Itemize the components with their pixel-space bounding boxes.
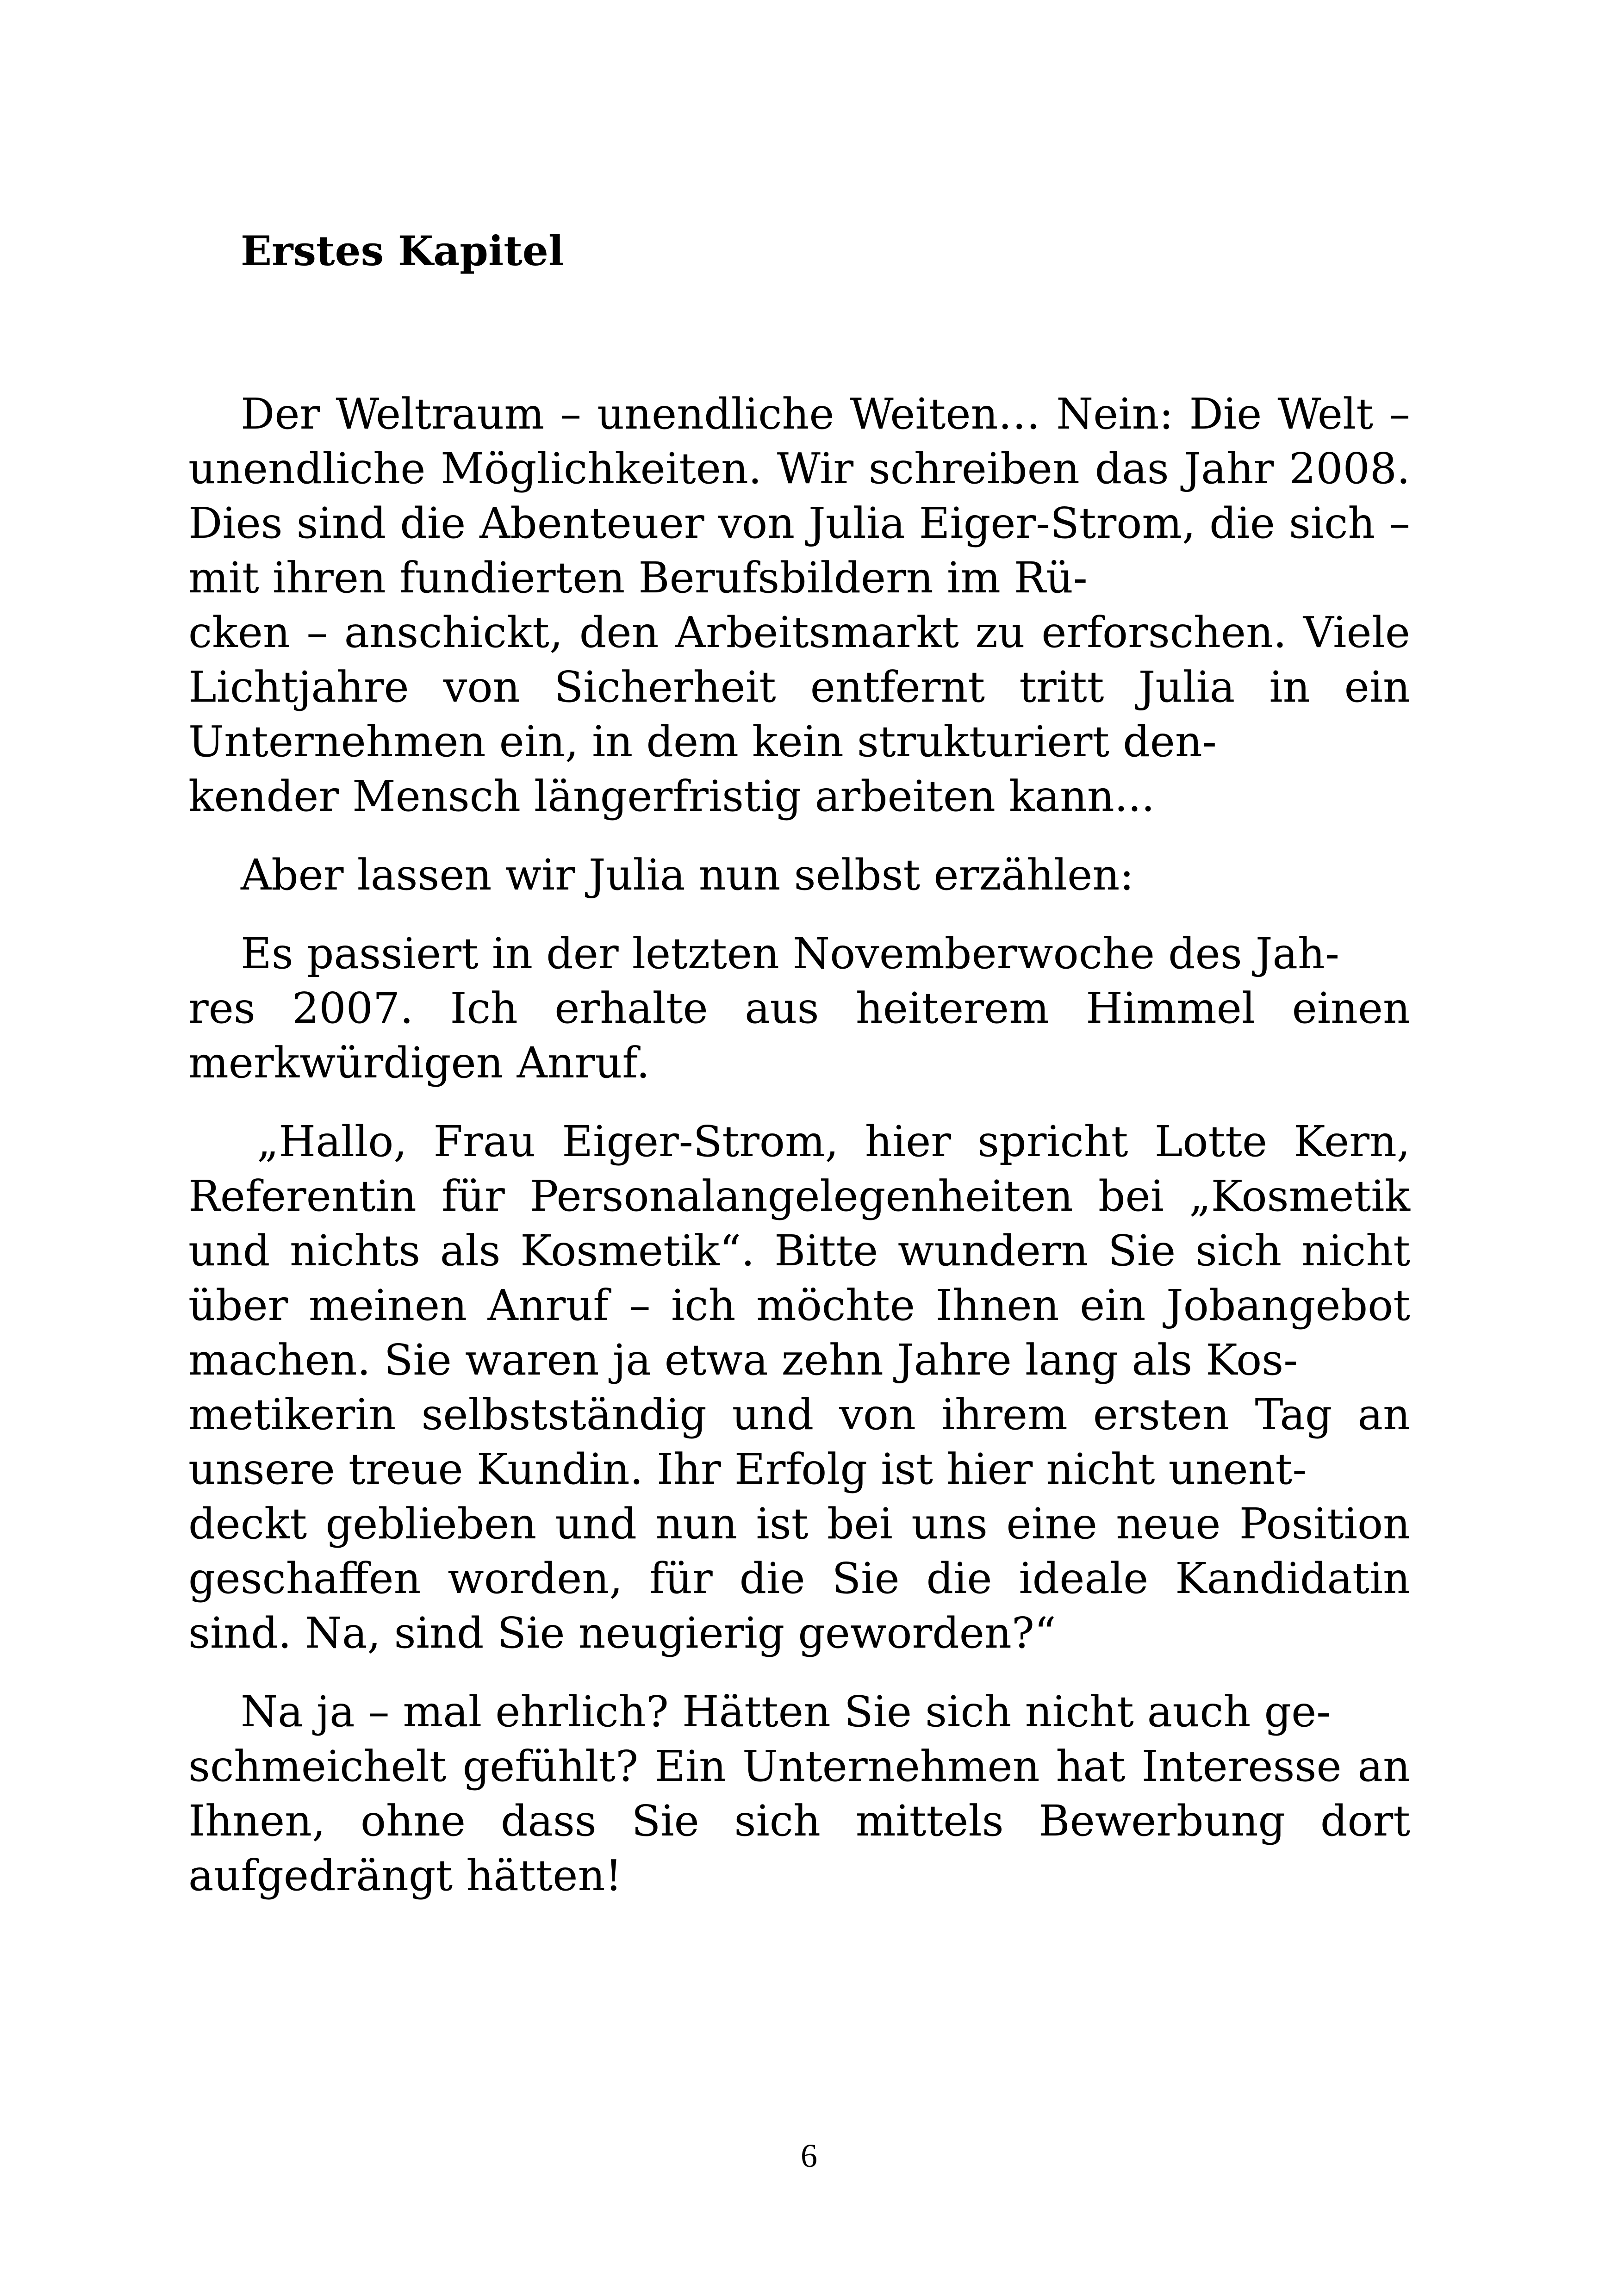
paragraph-quote: „Hallo, Frau Eiger-Strom, hier spricht Lotte Kern, Referentin für Personalangelegenheiten bei „Kosmetik und nichts als Kosmetik“. Bitte wundern Sie sich nicht über meinen Anruf – ich möchte Ihnen ein Jobangebot machen. Sie waren ja etwa zehn Jahre lang als Kos- metikerin selbstständig und von ihrem ersten Tag an unsere treue Kundin. Ihr Erfolg ist hier nicht unent- deckt geblieben und nun ist bei uns eine neue Position geschaffen worden, für die Sie die ideale Kandidatin sind. Na, sind Sie neugierig geworden?“ — [188, 1117, 1410, 1658]
paragraph-phone-call: Es passiert in der letzten Novemberwoche des Jah- res 2007. Ich erhalte aus heiterem Himmel einen merkwürdigen Anruf. — [188, 929, 1410, 1088]
chapter-heading: Erstes Kapitel — [241, 227, 564, 275]
paragraph-reflection: Na ja – mal ehrlich? Hätten Sie sich nicht auch ge- schmeichelt gefühlt? Ein Unternehmen hat Interesse an Ihnen, ohne dass Sie sich mittels Bewerbung dort aufgedrängt hätten! — [188, 1687, 1410, 1900]
page-number: 6 — [801, 2137, 817, 2174]
paragraph-intro: Der Weltraum – unendliche Weiten… Nein: Die Welt – unendliche Möglichkeiten. Wir schreiben das Jahr 2008. Dies sind die Abenteuer von Julia Eiger-Strom, die sich – mit ihren fundierten Berufsbildern im Rü- cken – anschickt, den Arbeitsmarkt zu erforschen. Viele Lichtjahre von Sicherheit entfernt tritt Julia in ein Unternehmen ein, in dem kein strukturiert den- kender Mensch längerfristig arbeiten kann... — [188, 389, 1410, 821]
paragraph-transition: Aber lassen wir Julia nun selbst erzählen: — [241, 850, 1134, 900]
body-text — [188, 387, 1410, 1927]
